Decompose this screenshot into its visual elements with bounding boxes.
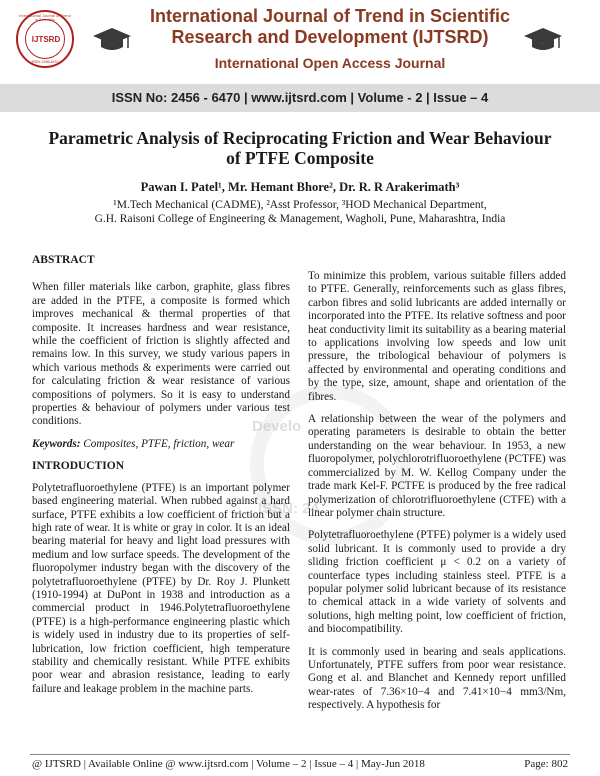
issn-line: ISSN No: 2456 - 6470 | www.ijtsrd.com | Volume - 2 | Issue – 4 xyxy=(111,90,489,105)
body-paragraph: Polytetrafluoroethylene (PTFE) polymer is a widely used solid lubricant. It is commonly used to provide a dry sliding friction coefficient μ < 0.2 on a variety of counterface types including stainless steel. PTFE is a popular polymer solid lubricant because of its resistance to chemical attack in a wide variety of solvents and solutions, high melting point, low coefficient of friction, and biocompatibility. xyxy=(308,529,566,636)
logo-ring-text: International Journal of Trend in Scientific xyxy=(19,14,71,22)
body-paragraph: It is commonly used in bearing and seals applications. Unfortunately, PTFE suffers from poor wear resistance. Gong et al. and Blanchet and Kennedy report unfilled wear-rates of 7.36×10−4 and 7.41×10−4 mm3/Nm, respectively. A hypothesis for xyxy=(308,645,566,712)
watermark-text: Develo xyxy=(252,418,302,435)
affiliation-line-2: G.H. Raisoni College of Engineering & Management, Wagholi, Pune, Maharashtra, India xyxy=(94,213,506,225)
journal-title: International Journal of Trend in Scientific Research and Development (IJTSRD) xyxy=(149,6,511,47)
footer-citation: @ IJTSRD | Available Online @ www.ijtsrd.com | Volume – 2 | Issue – 4 | May-Jun 2018 xyxy=(32,758,425,770)
abstract-text: When filler materials like carbon, graphite, glass fibres are added in the PTFE, a composite is formed which improves mechanical & thermal properties of that composite. It increases hardness and wear resistance, while the coefficient of friction is slightly affected and remains low. In this survey, we study various papers in which various methods & experiments were carried out for calculating friction & wear resistance of various compositions of polymers. So it is easy to understand properties & behaviour of polymers under various test conditions. xyxy=(32,281,290,428)
logo-issn: ISSN: 2456-6470 xyxy=(31,60,59,64)
body-paragraph: A relationship between the wear of the polymers and operating parameters is desirable to obtain the better understanding on the wear behaviour. In 1953, a new fluoropolymer, polychlorotrifluoroethylene (PCTFE) was commercialized by M. W. Kellog Company under the trade mark Kel-F. PCTFE is produced by the free radical polymerization of chlorotrifluoroethylene (CTFE) with a linear polymer chain structure. xyxy=(308,413,566,519)
journal-masthead xyxy=(0,0,600,118)
page-footer xyxy=(30,754,570,773)
introduction-text: Polytetrafluoroethylene (PTFE) is an important polymer based engineering material. When rubbed against a hard surface, PTFE exhibits a low coefficient of friction but a high rate of wear. It is white or gray in color. It is an ideal bearing material for heavy and light load pressures with medium and low surface speeds. The development of the fluoropolymer industry began with the discovery of the polytetrafluoroethylene (PTFE) by Dr. Roy J. Plunkett (1910-1994) at DuPont in 1938 and introduction as a commercial product in 1946.Polytetrafluoroethylene (PTFE) is a high-performance engineering plastic which is widely used in industry due to its properties of self-lubrication, low friction coefficient, high temperature stability and chemically resistant. While PTFE exhibits poor wear and abrasion resistance, leading to early failure and leakage problem in the machine parts. xyxy=(32,481,290,695)
keywords-text: Composites, PTFE, friction, wear xyxy=(83,437,235,450)
affiliation-line-1: ¹M.Tech Mechanical (CADME), ²Asst Professor, ³HOD Mechanical Department, xyxy=(113,199,487,211)
graduation-cap-icon xyxy=(523,26,563,54)
left-column xyxy=(32,254,290,705)
issn-bar xyxy=(0,84,600,112)
body-paragraph: To minimize this problem, various suitable fillers added to PTFE. Generally, reinforcements such as glass fibres, carbon fibres and solid lubricants are added internally or incorporated into the PTFE. Its relative softness and poor heat conductivity limit its suitability as a bearing material to applications involving low speeds and low unit pressure, the tribological behaviour of polymers is affected by environmental and operating conditions and by the type, size, amount, shape and orientation of the fibres. xyxy=(308,270,566,403)
graduation-cap-icon xyxy=(92,26,132,54)
logo-text: IJTSRD xyxy=(31,35,61,44)
logo-emblem xyxy=(25,19,65,59)
paper-title: Parametric Analysis of Reciprocating Friction and Wear Behaviour of PTFE Composite xyxy=(48,128,552,168)
page-number: Page: 802 xyxy=(524,758,568,770)
keywords xyxy=(32,438,290,451)
right-column xyxy=(308,270,566,722)
open-access-label: International Open Access Journal xyxy=(214,55,446,71)
abstract-heading: ABSTRACT xyxy=(32,254,95,266)
watermark-text: ISSN: 24 xyxy=(258,500,319,517)
introduction-heading: INTRODUCTION xyxy=(32,460,125,473)
author-list: Pawan I. Patel¹, Mr. Hemant Bhore², Dr. R. R Arakerimath³ xyxy=(140,180,460,194)
keywords-label: Keywords: xyxy=(32,437,81,450)
journal-logo xyxy=(16,10,74,68)
